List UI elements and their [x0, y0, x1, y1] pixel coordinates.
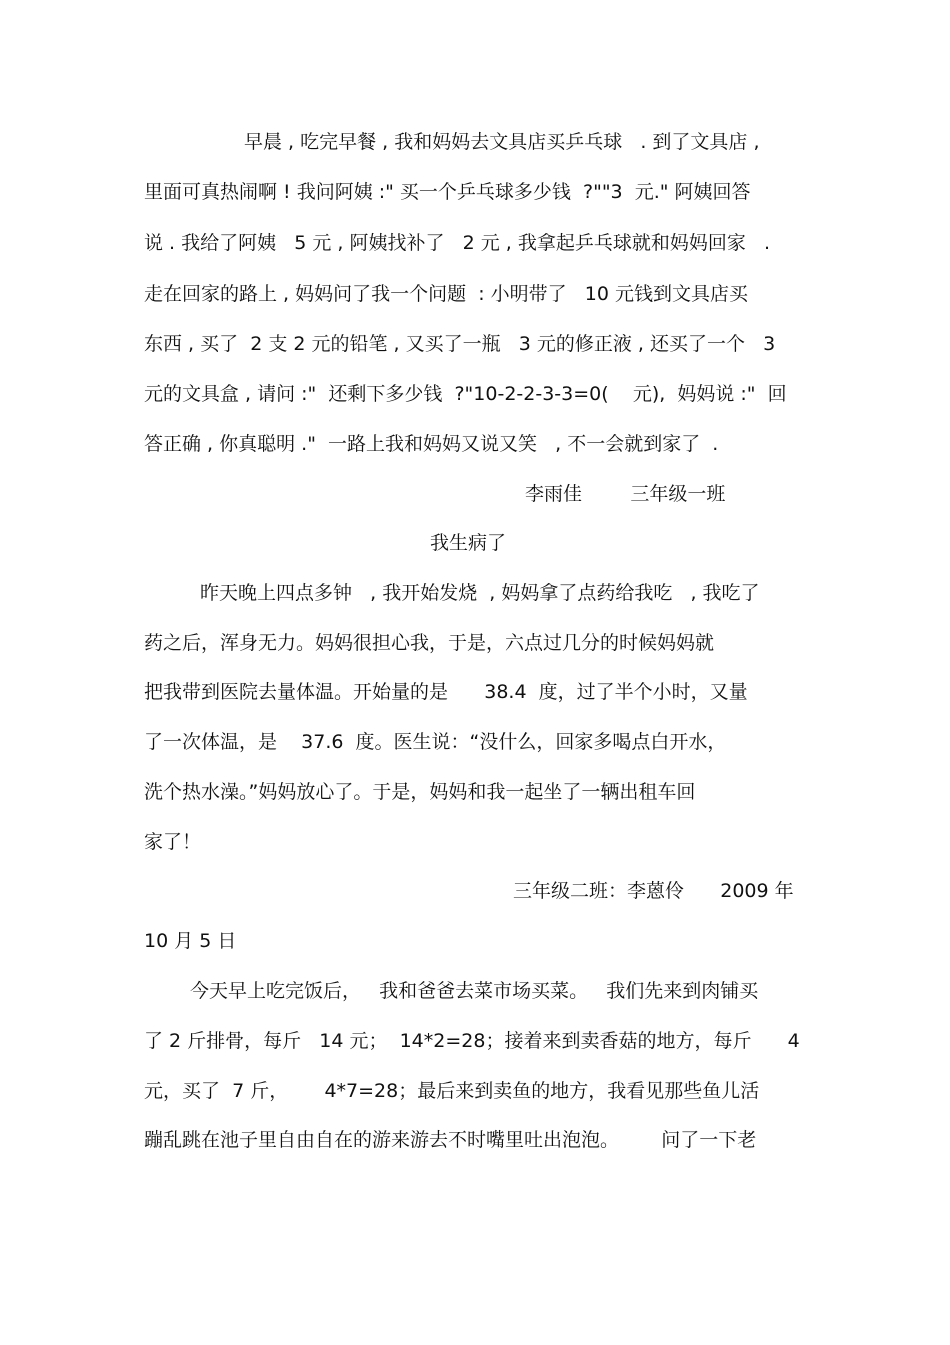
essay2-line-1: 昨天晚上四点多钟 , 我开始发烧 , 妈妈拿了点药给我吃 , 我吃了 — [200, 582, 760, 604]
essay2-line-3: 把我带到医院去量体温。开始量的是 38.4 度，过了半个小时，又量 — [144, 681, 748, 703]
essay1-line-5: 东西 , 买了 2 支 2 元的铅笔 , 又买了一瓶 3 元的修正液 , 还买了一个 3 — [144, 333, 776, 355]
essay2-line-6: 家了！ — [144, 831, 202, 853]
essay1-line-6: 元的文具盒 , 请问 :" 还剩下多少钱 ?"10-2-2-3-3=0( 元), 妈妈说 :" 回 — [144, 383, 787, 405]
essay2-signature: 三年级二班：李蒽伶 2009 年 — [513, 880, 794, 902]
essay2-line-2: 药之后，浑身无力。妈妈很担心我，于是，六点过几分的时候妈妈就 — [144, 632, 715, 654]
essay1-signature: 李雨佳 三年级一班 — [525, 483, 726, 505]
essay1-line-1: 早晨 , 吃完早餐 , 我和妈妈去文具店买乒乓球 . 到了文具店 , — [244, 131, 760, 153]
essay1-line-7: 答正确 , 你真聪明 ." 一路上我和妈妈又说又笑 , 不一会就到家了 . — [144, 433, 719, 455]
essay2-date: 10 月 5 日 — [144, 930, 237, 952]
essay1-line-3: 说 . 我给了阿姨 5 元 , 阿姨找补了 2 元 , 我拿起乒乓球就和妈妈回家 . — [144, 232, 771, 254]
essay3-line-4: 蹦乱跳在池子里自由自在的游来游去不时嘴里吐出泡泡。 问了一下老 — [144, 1129, 757, 1151]
essay2-line-4: 了一次体温，是 37.6 度。医生说：“没什么，回家多喝点白开水， — [144, 731, 727, 753]
essay2-line-5: 洗个热水澡。”妈妈放心了。于是，妈妈和我一起坐了一辆出租车回 — [144, 781, 696, 803]
essay1-line-4: 走在回家的路上 , 妈妈问了我一个问题 : 小明带了 10 元钱到文具店买 — [144, 283, 748, 305]
essay3-line-1: 今天早上吃完饭后， 我和爸爸去菜市场买菜。 我们先来到肉铺买 — [190, 980, 759, 1002]
essay1-line-2: 里面可真热闹啊 ! 我问阿姨 :" 买一个乒乓球多少钱 ?""3 元." 阿姨回答 — [144, 181, 751, 203]
essay3-line-2: 了 2 斤排骨，每斤 14 元； 14*2=28；接着来到卖香菇的地方，每斤 4 — [144, 1030, 800, 1052]
essay3-line-3: 元，买了 7 斤， 4*7=28；最后来到卖鱼的地方，我看见那些鱼儿活 — [144, 1080, 760, 1102]
essay2-title: 我生病了 — [430, 532, 507, 554]
